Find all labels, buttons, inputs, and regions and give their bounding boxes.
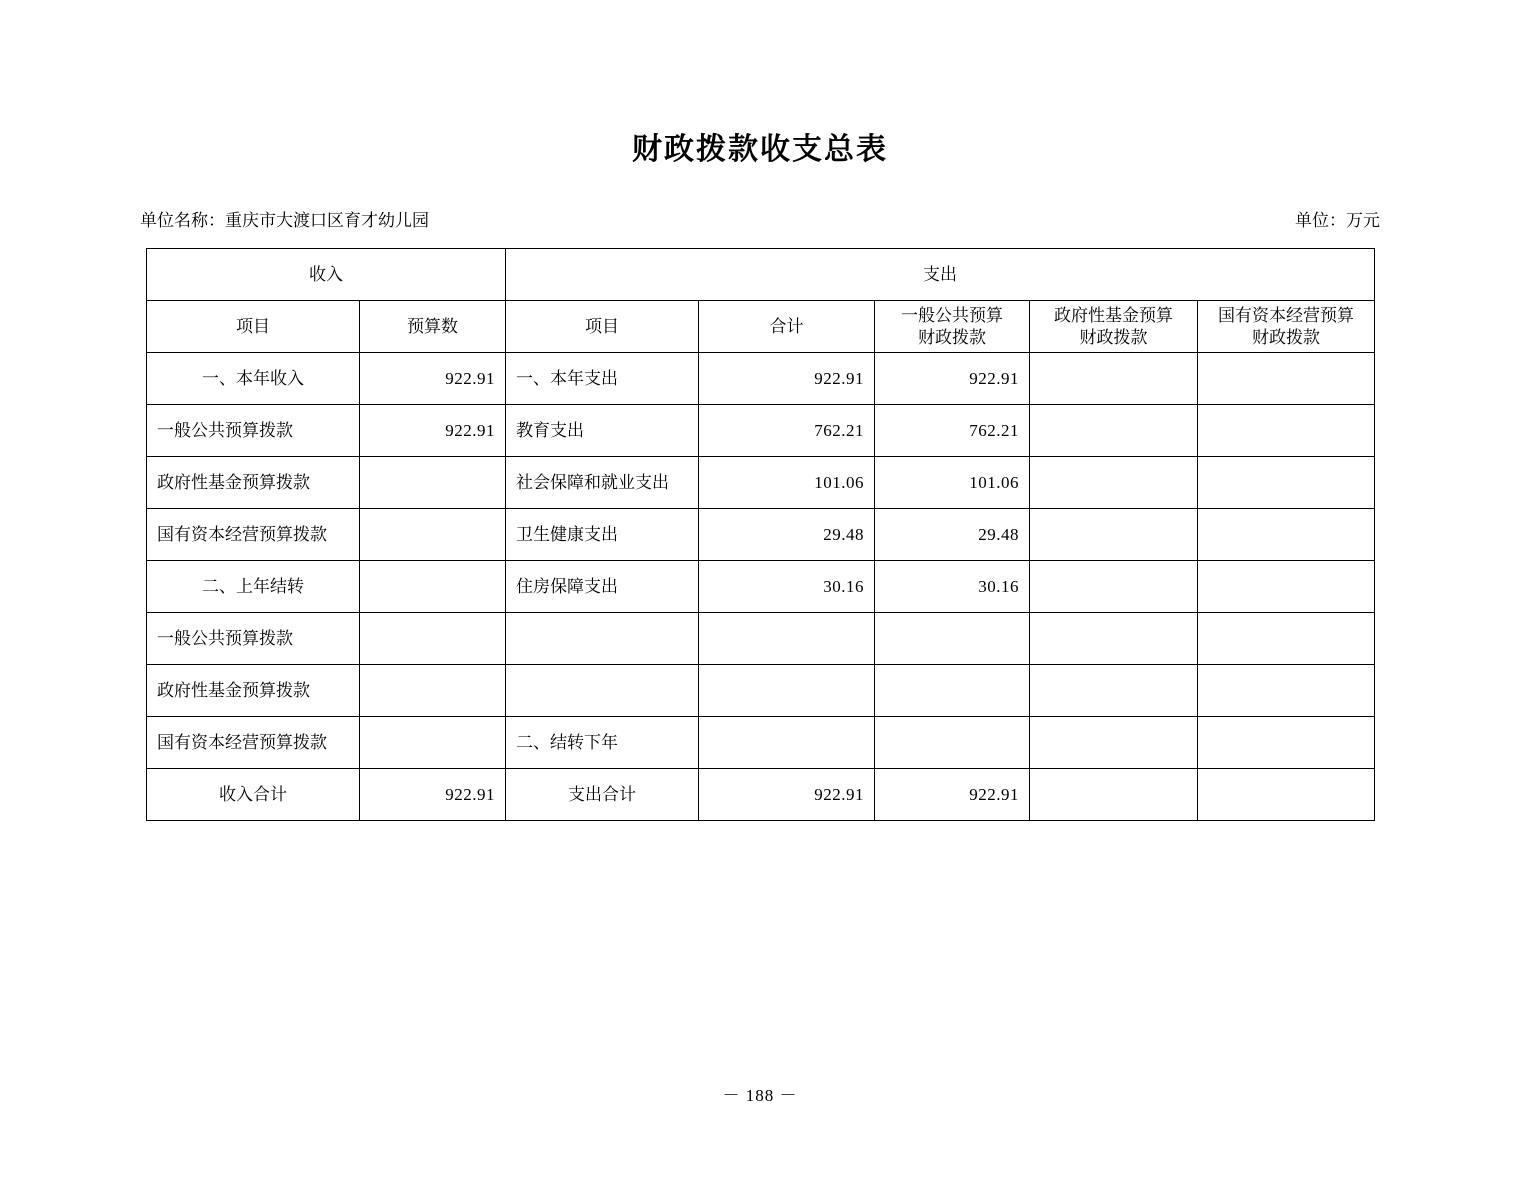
cell-income_item: 收入合计 — [147, 769, 360, 821]
table-row — [147, 561, 1375, 613]
column-header-exp-gov-fund: 政府性基金预算 财政拨款 — [1030, 301, 1198, 353]
cell-exp_total: 30.16 — [699, 561, 875, 613]
cell-income_item: 国有资本经营预算拨款 — [147, 509, 360, 561]
table-row — [147, 353, 1375, 405]
cell-exp_state_capital — [1198, 717, 1375, 769]
column-header-exp-state-capital: 国有资本经营预算 财政拨款 — [1198, 301, 1375, 353]
cell-exp_total: 101.06 — [699, 457, 875, 509]
cell-exp_item — [506, 613, 699, 665]
cell-income_item: 二、上年结转 — [147, 561, 360, 613]
page-number: － 188 － — [722, 1086, 798, 1105]
table-row — [147, 717, 1375, 769]
column-header-income-budget: 预算数 — [360, 301, 506, 353]
cell-exp_gov_fund — [1030, 717, 1198, 769]
cell-income_budget — [360, 613, 506, 665]
cell-exp_state_capital — [1198, 405, 1375, 457]
cell-income_item: 一般公共预算拨款 — [147, 405, 360, 457]
table-row — [147, 665, 1375, 717]
group-header-income: 收入 — [147, 249, 506, 301]
cell-exp_state_capital — [1198, 353, 1375, 405]
cell-exp_state_capital — [1198, 665, 1375, 717]
cell-income_item: 国有资本经营预算拨款 — [147, 717, 360, 769]
cell-exp_general_public: 101.06 — [875, 457, 1030, 509]
cell-exp_item: 支出合计 — [506, 769, 699, 821]
cell-exp_gov_fund — [1030, 665, 1198, 717]
cell-exp_gov_fund — [1030, 769, 1198, 821]
cell-income_item: 一、本年收入 — [147, 353, 360, 405]
cell-exp_item: 一、本年支出 — [506, 353, 699, 405]
cell-exp_item — [506, 665, 699, 717]
cell-exp_general_public — [875, 717, 1030, 769]
column-header-income-item: 项目 — [147, 301, 360, 353]
cell-exp_total: 922.91 — [699, 769, 875, 821]
cell-income_budget — [360, 457, 506, 509]
budget-table-wrapper — [146, 248, 1374, 821]
cell-exp_total: 762.21 — [699, 405, 875, 457]
cell-exp_general_public — [875, 665, 1030, 717]
cell-income_item: 政府性基金预算拨款 — [147, 665, 360, 717]
budget-table — [146, 248, 1375, 821]
cell-exp_state_capital — [1198, 769, 1375, 821]
cell-exp_general_public: 922.91 — [875, 353, 1030, 405]
cell-income_budget — [360, 717, 506, 769]
cell-income_item: 政府性基金预算拨款 — [147, 457, 360, 509]
cell-income_item: 一般公共预算拨款 — [147, 613, 360, 665]
cell-exp_gov_fund — [1030, 353, 1198, 405]
table-row — [147, 405, 1375, 457]
cell-exp_gov_fund — [1030, 561, 1198, 613]
cell-exp_total: 29.48 — [699, 509, 875, 561]
cell-exp_general_public: 29.48 — [875, 509, 1030, 561]
table-column-header-row — [147, 301, 1375, 353]
unit-name — [140, 206, 429, 231]
cell-exp_state_capital — [1198, 561, 1375, 613]
cell-income_budget — [360, 561, 506, 613]
unit-measure: 单位：万元 — [1295, 211, 1380, 230]
cell-income_budget: 922.91 — [360, 769, 506, 821]
column-header-exp-total: 合计 — [699, 301, 875, 353]
cell-exp_total — [699, 613, 875, 665]
column-header-exp-general-public: 一般公共预算 财政拨款 — [875, 301, 1030, 353]
unit-name-value: 重庆市大渡口区育才幼儿园 — [225, 211, 429, 230]
table-group-header-row — [147, 249, 1375, 301]
group-header-expenditure: 支出 — [506, 249, 1375, 301]
cell-income_budget — [360, 665, 506, 717]
cell-exp_total: 922.91 — [699, 353, 875, 405]
document-page — [0, 124, 1520, 1198]
unit-name-label: 单位名称： — [140, 211, 225, 230]
cell-exp_gov_fund — [1030, 457, 1198, 509]
meta-row — [0, 206, 1520, 230]
cell-exp_general_public: 30.16 — [875, 561, 1030, 613]
cell-exp_item: 二、结转下年 — [506, 717, 699, 769]
table-row — [147, 613, 1375, 665]
cell-exp_total — [699, 665, 875, 717]
cell-income_budget: 922.91 — [360, 353, 506, 405]
cell-exp_general_public: 762.21 — [875, 405, 1030, 457]
cell-exp_general_public — [875, 613, 1030, 665]
cell-exp_gov_fund — [1030, 405, 1198, 457]
cell-exp_state_capital — [1198, 613, 1375, 665]
table-row — [147, 457, 1375, 509]
cell-exp_item: 社会保障和就业支出 — [506, 457, 699, 509]
cell-exp_state_capital — [1198, 509, 1375, 561]
cell-exp_item: 住房保障支出 — [506, 561, 699, 613]
cell-exp_general_public: 922.91 — [875, 769, 1030, 821]
cell-income_budget — [360, 509, 506, 561]
cell-exp_item: 卫生健康支出 — [506, 509, 699, 561]
cell-income_budget: 922.91 — [360, 405, 506, 457]
cell-exp_item: 教育支出 — [506, 405, 699, 457]
column-header-exp-item: 项目 — [506, 301, 699, 353]
cell-exp_gov_fund — [1030, 613, 1198, 665]
cell-exp_total — [699, 717, 875, 769]
page-title: 财政拨款收支总表 — [632, 133, 888, 166]
cell-exp_state_capital — [1198, 457, 1375, 509]
table-row — [147, 509, 1375, 561]
cell-exp_gov_fund — [1030, 509, 1198, 561]
table-row — [147, 769, 1375, 821]
